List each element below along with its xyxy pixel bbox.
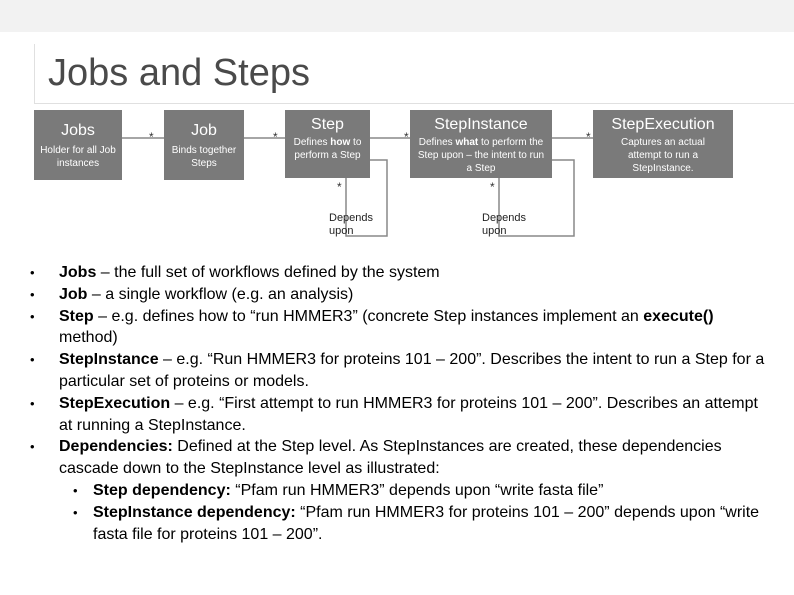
- bullet-step: • Step – e.g. defines how to “run HMMER3” (concrete Step instances implement an execute() method): [30, 307, 714, 347]
- bullet-glyph: •: [73, 482, 78, 498]
- stepinstance-box-name: StepInstance: [434, 116, 528, 133]
- step-box: [285, 110, 370, 178]
- sub-bullet-stepinstance-dependency: • StepInstance dependency: “Pfam run HMMER3 for proteins 101 – 200” depends upon “write fasta file for proteins 101 – 200”.: [73, 503, 760, 543]
- bullet-list: [30, 262, 770, 545]
- multiplicity-stepinstance-dependency: *: [490, 180, 495, 194]
- stepinstance-box: [410, 110, 552, 178]
- jobs-box-desc: Holder for all Job instances: [40, 145, 116, 169]
- stepexecution-box-name: StepExecution: [611, 116, 715, 133]
- bullet-glyph: •: [30, 439, 35, 455]
- bullet-glyph: •: [30, 286, 35, 302]
- stepexecution-box: [593, 110, 733, 178]
- bullet-glyph: •: [30, 265, 35, 280]
- sub-bullet-step-dependency: • Step dependency: “Pfam run HMMER3” depends upon “write fasta file”: [30, 480, 770, 502]
- stepinstance-box-desc: Defines what to perform the Step upon – the intent to run a Step: [417, 137, 545, 174]
- bullet-job: • Job – a single workflow (e.g. an analysis): [30, 284, 770, 306]
- step-box-name: Step: [311, 116, 344, 133]
- bullet-stepexecution: • StepExecution – e.g. “First attempt to run HMMER3 for proteins 101 – 200”. Describes an attempt at running a StepInstance.: [30, 394, 758, 434]
- multiplicity-step-stepinstance: *: [404, 130, 409, 144]
- multiplicity-jobs-job: *: [149, 130, 154, 144]
- multiplicity-step-dependency: *: [337, 180, 342, 194]
- multiplicity-job-step: *: [273, 130, 278, 144]
- multiplicity-stepinstance-stepexecution: *: [586, 130, 591, 144]
- step-depends-upon-label: Depends upon: [329, 212, 374, 237]
- job-box-name: Job: [191, 122, 217, 139]
- jobs-box: [34, 110, 122, 180]
- bullet-glyph: •: [73, 504, 78, 520]
- bullet-jobs: • Jobs – the full set of workflows defined by the system: [30, 262, 770, 284]
- slide-title: Jobs and Steps: [48, 52, 310, 94]
- bullet-dependencies: • Dependencies: Defined at the Step level. As StepInstances are created, these dependencies cascade down to the StepInstance level as illustrated:: [30, 438, 722, 478]
- bullet-glyph: •: [30, 308, 35, 324]
- stepexecution-box-desc: Captures an actual attempt to run a StepInstance.: [621, 137, 705, 174]
- stepinstance-depends-upon-label: Depends upon: [482, 212, 527, 237]
- jobs-box-name: Jobs: [61, 122, 95, 139]
- step-box-desc: Defines how to perform a Step: [293, 137, 362, 161]
- job-box: [164, 110, 244, 180]
- bullet-glyph: •: [30, 395, 35, 411]
- bullet-glyph: •: [30, 352, 35, 368]
- job-box-desc: Binds together Steps: [171, 145, 237, 169]
- bullet-stepinstance: • StepInstance – e.g. “Run HMMER3 for proteins 101 – 200”. Describes the intent to run a Step for a particular set of proteins or models.: [30, 351, 765, 390]
